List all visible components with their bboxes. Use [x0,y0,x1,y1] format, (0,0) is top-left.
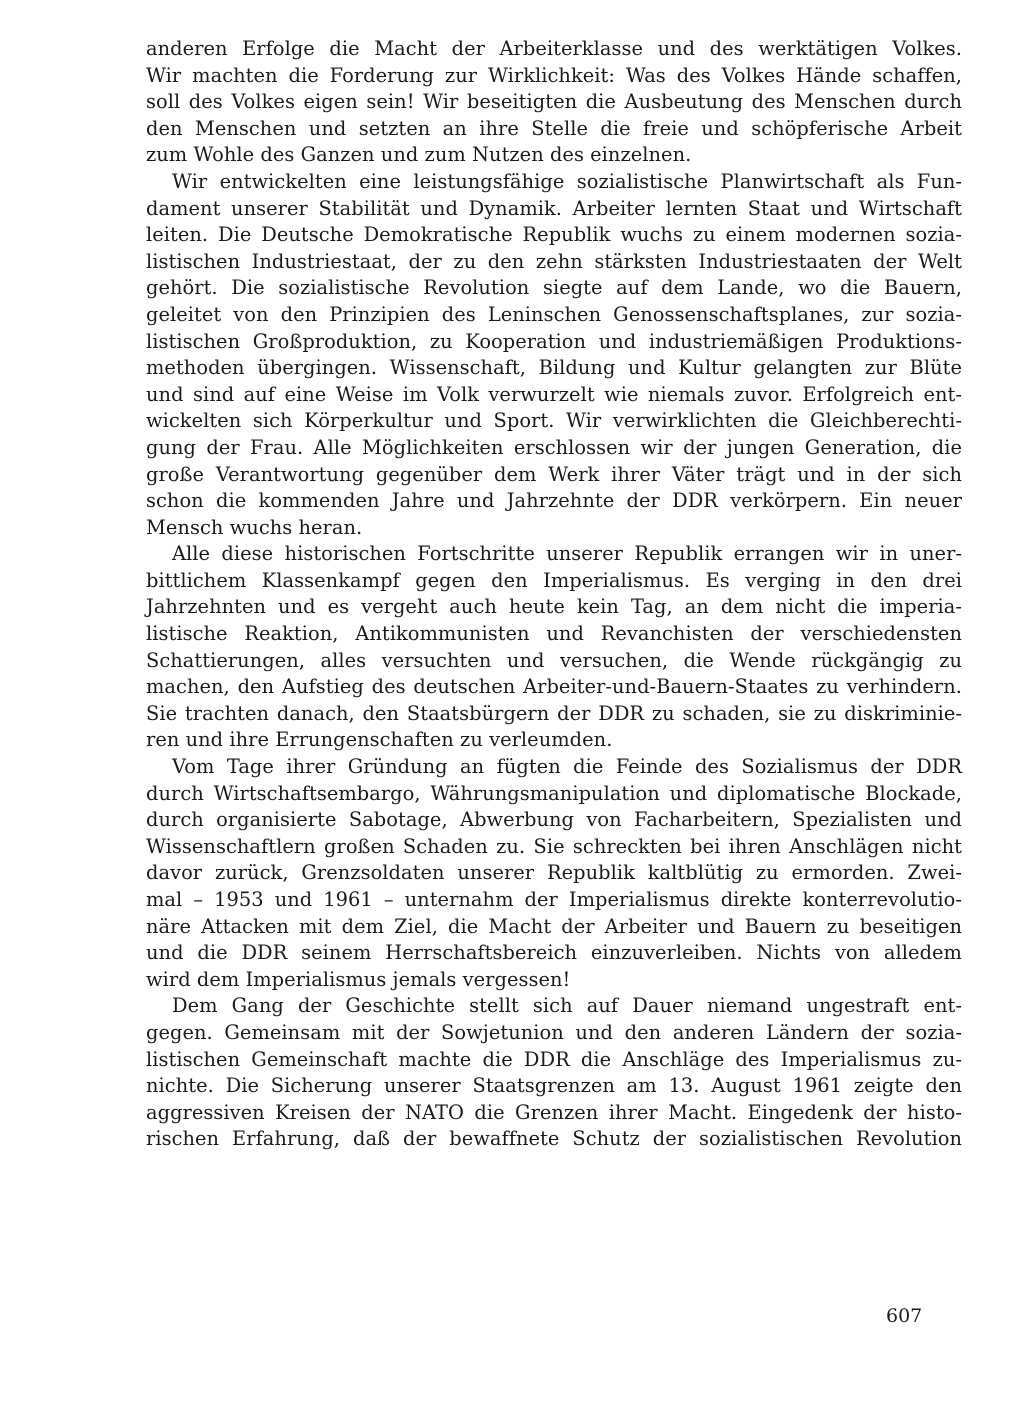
body-text [146,36,962,1153]
text-line: Wissenschaftlern großen Schaden zu. Sie schreckten bei ihren Anschlägen nicht [146,834,962,858]
document-page [146,36,962,1153]
text-line: gehört. Die sozialistische Revolution siegte auf dem Lande, wo die Bauern, [146,276,962,300]
text-line: Mensch wuchs heran. [146,515,363,539]
text-line: näre Attacken mit dem Ziel, die Macht der Arbeiter und Bauern zu beseitigen [146,914,962,938]
text-line: den Menschen und setzten an ihre Stelle die freie und schöpferische Arbeit [146,116,962,140]
text-line: gegen. Gemeinsam mit der Sowjetunion und den anderen Ländern der sozia- [146,1020,962,1044]
text-line: große Verantwortung gegenüber dem Werk ihrer Väter trägt und in der sich [146,462,962,486]
paragraph [146,541,962,754]
text-line: leiten. Die Deutsche Demokratische Republik wuchs zu einem modernen sozia- [146,223,962,247]
text-line: schon die kommenden Jahre und Jahrzehnte der DDR verkörpern. Ein neuer [146,489,962,513]
text-line: aggressiven Kreisen der NATO die Grenzen ihrer Macht. Eingedenk der histo- [146,1100,962,1124]
text-line: dament unserer Stabilität und Dynamik. Arbeiter lernten Staat und Wirtschaft [146,196,962,220]
text-line: machen, den Aufstieg des deutschen Arbeiter-und-Bauern-Staates zu verhindern. [146,675,962,699]
text-line: Wir machten die Forderung zur Wirklichkeit: Was des Volkes Hände schaffen, [146,63,962,87]
text-line: und sind auf eine Weise im Volk verwurzelt wie niemals zuvor. Erfolgreich ent- [146,382,962,406]
text-line: und die DDR seinem Herrschaftsbereich einzuverleiben. Nichts von alledem [146,941,962,965]
text-line: davor zurück, Grenzsoldaten unserer Republik kaltblütig zu ermorden. Zwei- [146,861,962,885]
text-line: listischen Großproduktion, zu Kooperation und industriemäßigen Produktions- [146,329,962,353]
text-line: Vom Tage ihrer Gründung an fügten die Feinde des Sozialismus der DDR [172,755,962,779]
text-line: Alle diese historischen Fortschritte unserer Republik errangen wir in uner- [172,542,962,566]
page-number: 607 [886,1305,923,1327]
text-line: nichte. Die Sicherung unserer Staatsgrenzen am 13. August 1961 zeigte den [146,1074,962,1098]
text-line: listischen Gemeinschaft machte die DDR die Anschläge des Imperialismus zu- [146,1047,962,1071]
text-line: durch organisierte Sabotage, Abwerbung von Facharbeitern, Spezialisten und [146,808,962,832]
text-line: methoden übergingen. Wissenschaft, Bildung und Kultur gelangten zur Blüte [146,356,962,380]
paragraph [146,754,962,993]
text-line: bittlichem Klassenkampf gegen den Imperialismus. Es verging in den drei [146,568,962,592]
text-line: mal – 1953 und 1961 – unternahm der Imperialismus direkte konterrevolutio- [146,888,962,911]
text-line: listischen Industriestaat, der zu den zehn stärksten Industriestaaten der Welt [146,249,962,273]
text-line: Schattierungen, alles versuchten und versuchen, die Wende rückgängig zu [146,648,962,672]
text-line: wird dem Imperialismus jemals vergessen! [146,967,571,991]
paragraph [146,36,962,169]
text-line: Jahrzehnten und es vergeht auch heute kein Tag, an dem nicht die imperia- [146,595,962,619]
text-line: Dem Gang der Geschichte stellt sich auf Dauer niemand ungestraft ent- [172,994,962,1018]
text-line: gung der Frau. Alle Möglichkeiten erschlossen wir der jungen Generation, die [146,435,962,459]
text-line: geleitet von den Prinzipien des Leninschen Genossenschaftsplanes, zur sozia- [146,302,962,326]
text-line: soll des Volkes eigen sein! Wir beseitigten die Ausbeutung des Menschen durch [146,90,962,114]
text-line: anderen Erfolge die Macht der Arbeiterklasse und des werktätigen Volkes. [146,37,962,60]
text-line: durch Wirtschaftsembargo, Währungsmanipulation und diplomatische Blockade, [146,781,962,805]
text-line: Sie trachten danach, den Staatsbürgern der DDR zu schaden, sie zu diskriminie- [146,701,962,725]
text-line: zum Wohle des Ganzen und zum Nutzen des einzelnen. [146,143,692,167]
text-line: listische Reaktion, Antikommunisten und Revanchisten der verschiedensten [146,622,962,646]
text-line: ren und ihre Errungenschaften zu verleumden. [146,728,613,752]
paragraph [146,993,962,1153]
text-line: wickelten sich Körperkultur und Sport. Wir verwirklichten die Gleichberechti- [146,409,962,433]
paragraph [146,169,962,541]
text-line: Wir entwickelten eine leistungsfähige sozialistische Planwirtschaft als Fun- [172,169,962,193]
text-line: rischen Erfahrung, daß der bewaffnete Schutz der sozialistischen Revolution [146,1127,962,1151]
